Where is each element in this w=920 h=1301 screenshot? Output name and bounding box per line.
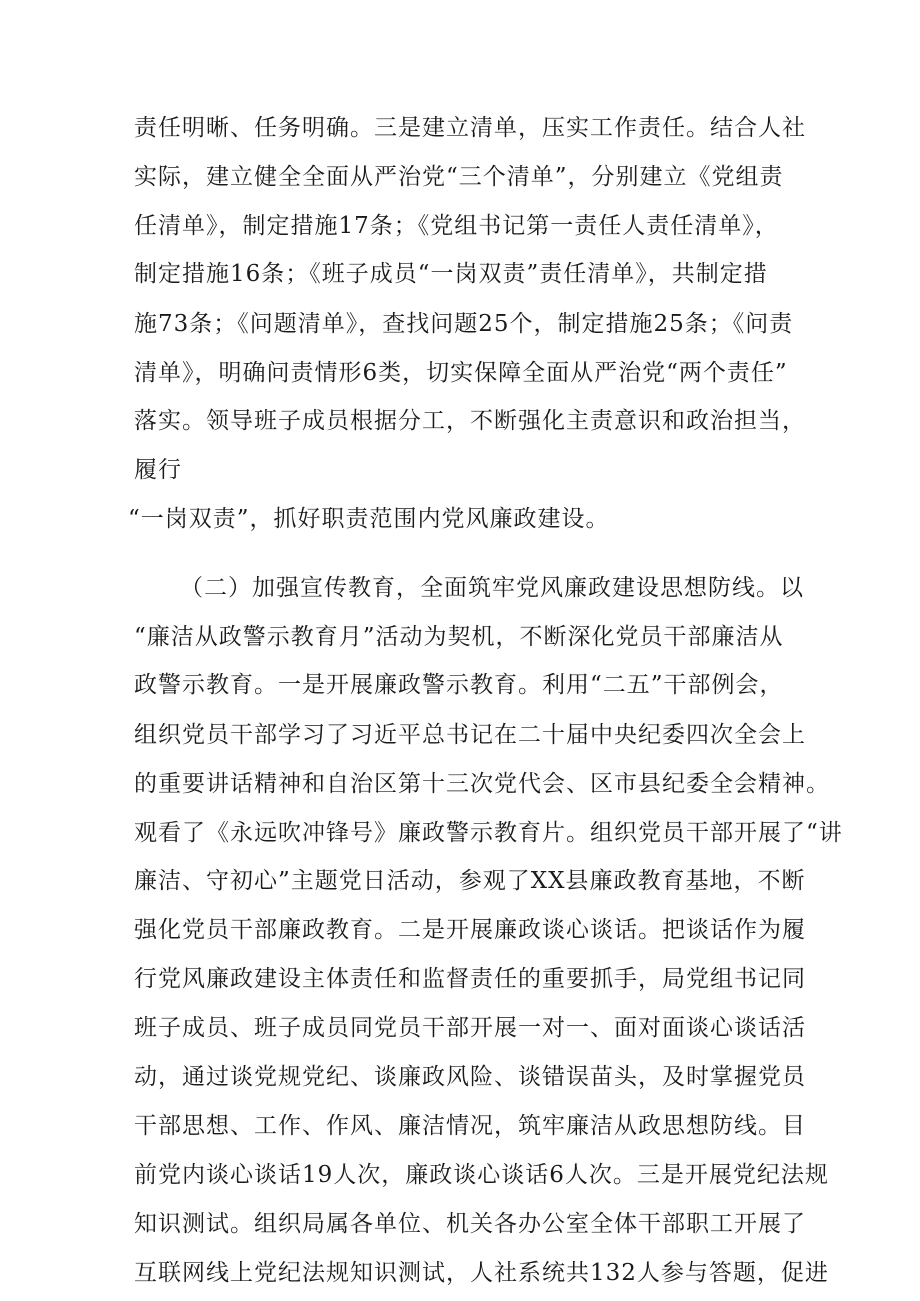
paragraph-line: 清单》，明确问责情形6类，切实保障全面从严治党“两个责任” — [134, 360, 788, 386]
paragraph-line: “一岗双责”，抓好职责范围内党风廉政建设。 — [128, 506, 610, 532]
paragraph-line: 行党风廉政建设主体责任和监督责任的重要抓手，局党组书记同 — [134, 966, 806, 992]
paragraph-line: 互联网线上党纪法规知识测试，人社系统共132人参与答题，促进 — [134, 1260, 829, 1286]
paragraph-line: 廉洁、守初心”主题党日活动，参观了XX县廉政教育基地，不断 — [134, 868, 806, 894]
paragraph-line: 班子成员、班子成员同党员干部开展一对一、面对面谈心谈话活 — [134, 1015, 806, 1041]
section-heading-line: （二）加强宣传教育，全面筑牢党风廉政建设思想防线。以 — [180, 575, 804, 601]
paragraph-line: 观看了《永远吹冲锋号》廉政警示教育片。组织党员干部开展了“讲 — [134, 820, 843, 846]
paragraph-line: 的重要讲话精神和自治区第十三次党代会、区市县纪委全会精神。 — [134, 771, 830, 797]
paragraph-line: 强化党员干部廉政教育。二是开展廉政谈心谈话。把谈话作为履 — [134, 917, 806, 943]
paragraph-line: 施73条；《问题清单》，查找问题25个，制定措施25条；《问责 — [134, 311, 794, 337]
paragraph-line: 责任明晰、任务明确。三是建立清单，压实工作责任。结合人社 — [134, 115, 806, 141]
paragraph-line: 制定措施16条；《班子成员“一岗双责”责任清单》，共制定措 — [134, 261, 768, 287]
paragraph-line: 干部思想、工作、作风、廉洁情况，筑牢廉洁从政思想防线。目 — [134, 1113, 806, 1139]
paragraph-line: 动，通过谈党规党纪、谈廉政风险、谈错误苗头，及时掌握党员 — [134, 1064, 806, 1090]
paragraph-line: 实际，建立健全全面从严治党“三个清单”，分别建立《党组责 — [134, 164, 784, 190]
paragraph-line: 政警示教育。一是开展廉政警示教育。利用“二五”干部例会， — [134, 672, 784, 698]
paragraph-line: 知识测试。组织局属各单位、机关各办公室全体干部职工开展了 — [134, 1211, 806, 1237]
paragraph-line: 任清单》，制定措施17条；《党组书记第一责任人责任清单》， — [134, 213, 779, 239]
paragraph-line: 组织党员干部学习了习近平总书记在二十届中央纪委四次全会上 — [134, 722, 806, 748]
paragraph-line: 落实。领导班子成员根据分工，不断强化主责意识和政治担当， — [134, 408, 806, 434]
paragraph-line: “廉洁从政警示教育月”活动为契机，不断深化党员干部廉洁从 — [134, 624, 784, 650]
paragraph-line: 前党内谈心谈话19人次，廉政谈心谈话6人次。三是开展党纪法规 — [134, 1162, 829, 1188]
paragraph-line: 履行 — [134, 457, 182, 483]
